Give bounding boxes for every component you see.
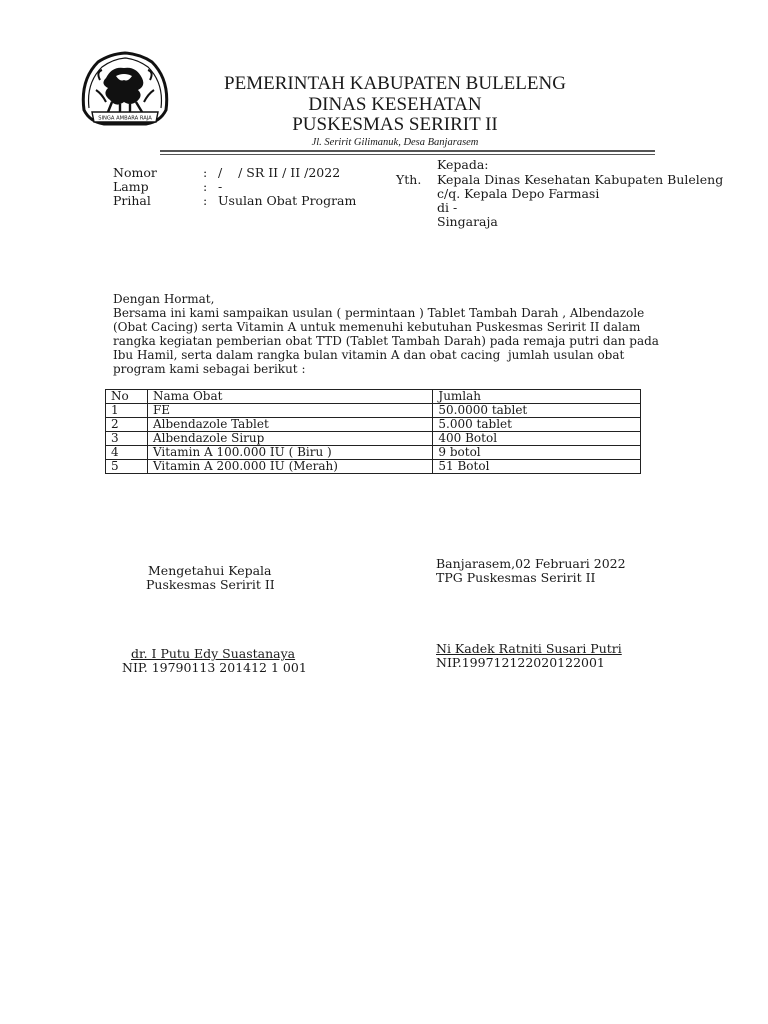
table-cell: 5.000 tablet <box>433 418 641 432</box>
table-cell: 51 Botol <box>433 460 641 474</box>
recipient-line-3: di - <box>437 200 458 215</box>
nomor-label: Nomor <box>113 165 157 180</box>
salutation: Dengan Hormat, <box>113 292 215 306</box>
table-cell: 50.0000 tablet <box>433 404 641 418</box>
sign-right-role: TPG Puskesmas Seririt II <box>436 570 596 585</box>
lamp-separator: : <box>203 179 208 194</box>
obat-table <box>105 389 641 474</box>
recipient-line-4: Singaraja <box>437 214 498 229</box>
header-divider-thin <box>160 154 655 155</box>
recipient-line-1: Kepala Dinas Kesehatan Kabupaten Buleleng <box>437 172 724 187</box>
table-row <box>106 446 641 460</box>
table-cell: Vitamin A 200.000 IU (Merah) <box>147 460 432 474</box>
logo-ribbon-text: SINGA AMBARA RAJA <box>98 115 152 122</box>
table-row <box>106 432 641 446</box>
header-line-1: PEMERINTAH KABUPATEN BULELENG <box>224 73 566 94</box>
body-line-3: rangka kegiatan pemberian obat TTD (Tablet Tambah Darah) pada remaja putri dan pada <box>113 334 659 348</box>
body-line-1: Bersama ini kami sampaikan usulan ( permintaan ) Tablet Tambah Darah , Albendazole <box>113 306 645 320</box>
recipient-yth: Yth. <box>396 172 422 187</box>
nomor-separator: : <box>203 165 208 180</box>
table-cell: Albendazole Sirup <box>147 432 432 446</box>
prihal-label: Prihal <box>113 193 151 208</box>
lamp-value: - <box>218 179 223 194</box>
table-row <box>106 404 641 418</box>
prihal-separator: : <box>203 193 208 208</box>
sign-left-line-2: Puskesmas Seririt II <box>146 577 275 592</box>
header-address: Jl. Seririt Gilimanuk, Desa Banjarasem <box>311 137 479 148</box>
body-line-5: program kami sebagai berikut : <box>113 362 306 376</box>
body-line-4: Ibu Hamil, serta dalam rangka bulan vitamin A dan obat cacing jumlah usulan obat <box>113 348 625 362</box>
header-divider-thick <box>160 150 655 152</box>
table-header-row <box>106 390 641 404</box>
header-line-3: PUSKESMAS SERIRIT II <box>292 114 498 135</box>
table-cell: 2 <box>106 418 148 432</box>
table-header-cell: Nama Obat <box>147 390 432 404</box>
sign-right-nip: NIP.199712122020122001 <box>436 655 605 670</box>
header-line-2: DINAS KESEHATAN <box>308 94 482 115</box>
recipient-kepada: Kepada: <box>437 157 489 172</box>
table-row <box>106 460 641 474</box>
prihal-value: Usulan Obat Program <box>218 193 357 208</box>
table-cell: Albendazole Tablet <box>147 418 432 432</box>
table-header-cell: Jumlah <box>433 390 641 404</box>
sign-right-date: Banjarasem,02 Februari 2022 <box>436 556 626 571</box>
recipient-line-2: c/q. Kepala Depo Farmasi <box>437 186 600 201</box>
table-cell: 5 <box>106 460 148 474</box>
nomor-value: / / SR II / II /2022 <box>218 165 341 180</box>
body-line-2: (Obat Cacing) serta Vitamin A untuk memenuhi kebutuhan Puskesmas Seririt II dalam <box>113 320 641 334</box>
lamp-label: Lamp <box>113 179 149 194</box>
sign-left-line-1: Mengetahui Kepala <box>148 563 272 578</box>
table-cell: 4 <box>106 446 148 460</box>
table-row <box>106 418 641 432</box>
table-cell: 400 Botol <box>433 432 641 446</box>
table-cell: 3 <box>106 432 148 446</box>
table-cell: FE <box>147 404 432 418</box>
sign-right-name: Ni Kadek Ratniti Susari Putri <box>436 641 622 656</box>
table-cell: Vitamin A 100.000 IU ( Biru ) <box>147 446 432 460</box>
sign-left-nip: NIP. 19790113 201412 1 001 <box>122 660 307 675</box>
table-cell: 1 <box>106 404 148 418</box>
sign-left-name: dr. I Putu Edy Suastanaya <box>131 646 296 661</box>
table-cell: 9 botol <box>433 446 641 460</box>
table-header-cell: No <box>106 390 148 404</box>
